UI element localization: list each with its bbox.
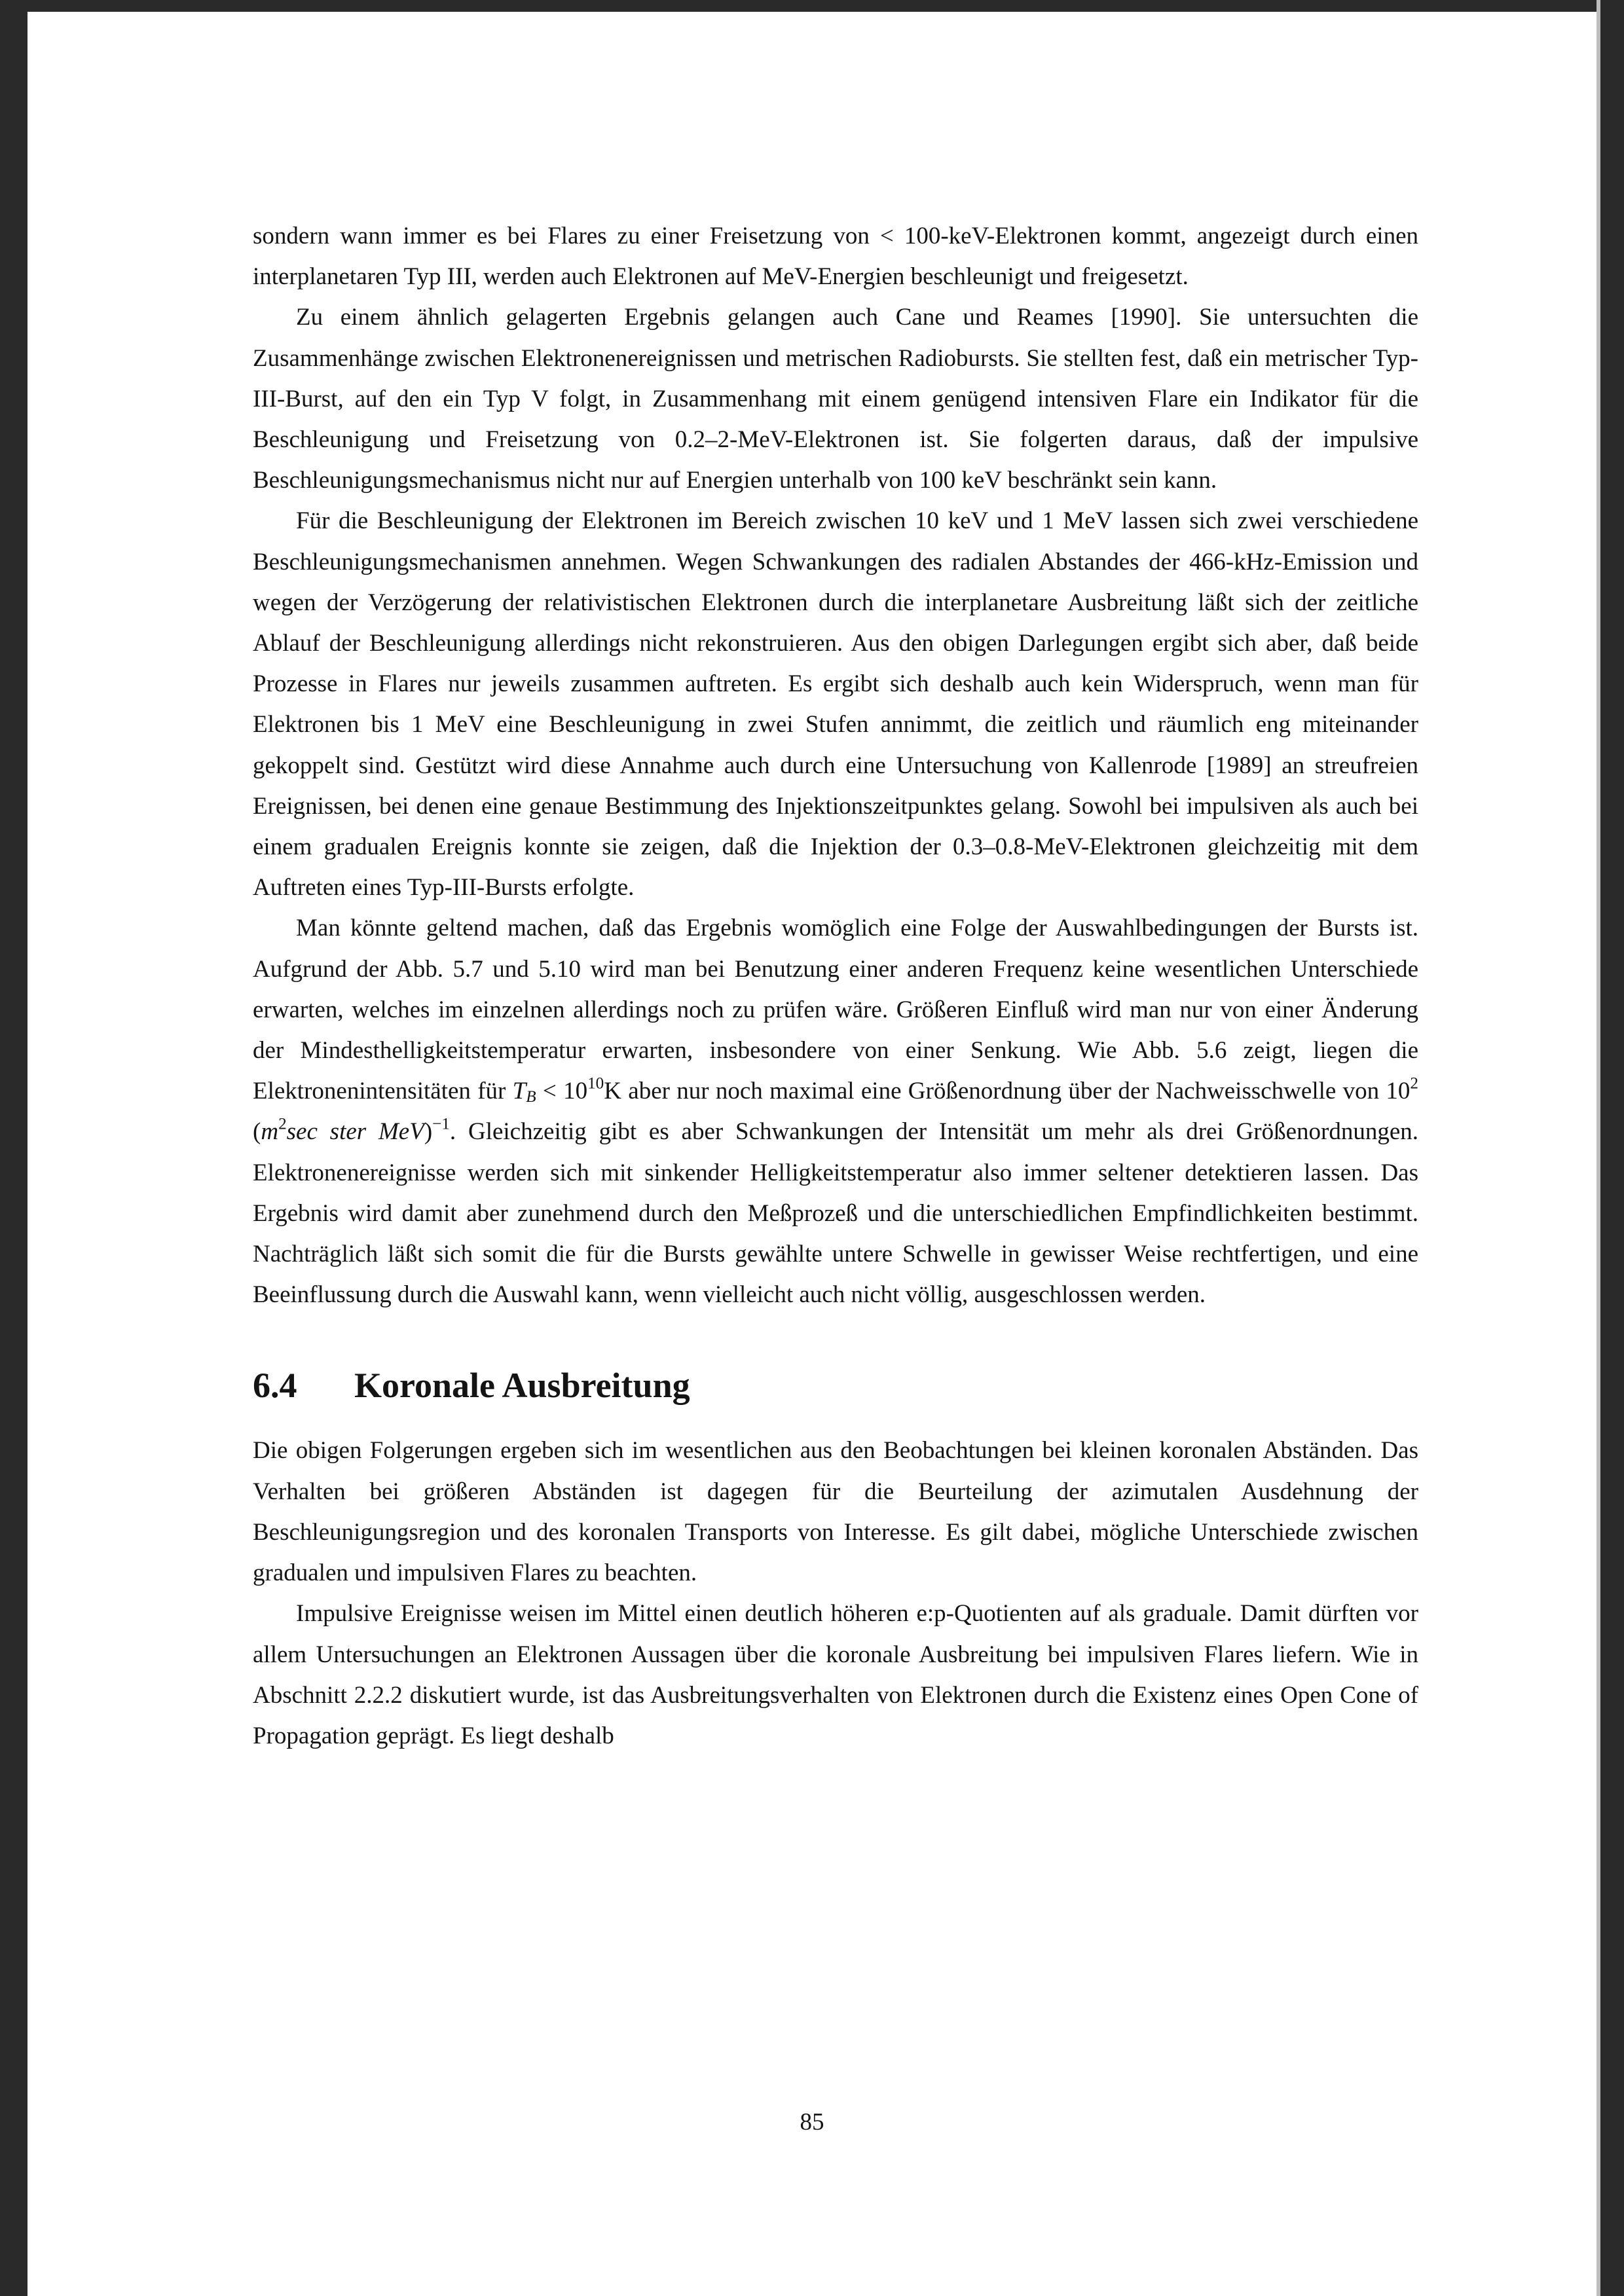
scan-border-top: [0, 0, 1624, 12]
unit-exponent: −1: [432, 1115, 450, 1133]
paragraph-continuation: sondern wann immer es bei Flares zu einer Freisetzung von < 100-keV-Elektronen kommt, angezeigt durch einen interplanetaren Typ III, werden auch Elektronen auf MeV-Energien beschleunigt und freigesetzt.: [253, 223, 1418, 291]
unit-m-exponent: 2: [278, 1115, 287, 1133]
section-number: 6.4: [253, 1366, 297, 1406]
page-number: 85: [800, 2109, 824, 2136]
unit-m: m: [261, 1118, 279, 1146]
p4-part3: K aber nur noch maximal eine Größenordnung über der Nachweisschwelle von 10: [604, 1078, 1411, 1105]
p4-part2: < 10: [536, 1078, 588, 1105]
p4-part4: . Gleichzeitig gibt es aber Schwankungen der Intensität um mehr als drei Größenordnungen. Elektronenereignisse werden sich mit sinkender Helligkeitstemperatur also immer seltener detektieren lassen. Das Ergebnis wird damit aber zunehmend durch den Meßprozeß und die unterschiedlichen Empfindlichkeiten bestimmt. Nachträglich läßt sich somit die für die Bursts gewählte untere Schwelle in gewisser Weise rechtfertigen, und eine Beeinflussung durch die Auswahl kann, wenn vielleicht auch nicht völlig, ausgeschlossen werden.: [253, 1118, 1418, 1309]
paragraph-impulsive-events: Impulsive Ereignisse weisen im Mittel einen deutlich höheren e:p-Quotienten auf als graduale. Damit dürften vor allem Untersuchungen an Elektronen Aussagen über die koronale Ausbreitung bei impulsiven Flares liefern. Wie in Abschnitt 2.2.2 diskutiert wurde, ist das Ausbreitungsverhalten von Elektronen durch die Existenz eines Open Cone of Propagation geprägt. Es liegt deshalb: [253, 1600, 1418, 1749]
unit-open: (: [253, 1118, 261, 1146]
symbol-b-subscript: B: [526, 1088, 536, 1106]
scan-border-right: [1600, 0, 1624, 2296]
unit-rest: sec ster MeV: [286, 1118, 424, 1146]
paragraph-acceleration-mechanisms: Für die Beschleunigung der Elektronen im Bereich zwischen 10 keV und 1 MeV lassen sich zwei verschiedene Beschleunigungsmechanismen annehmen. Wegen Schwankungen des radialen Abstandes der 466-kHz-Emission und wegen der Verzögerung der relativistischen Elektronen durch die interplanetare Ausbreitung läßt sich der zeitliche Ablauf der Beschleunigung allerdings nicht rekonstruieren. Aus den obigen Darlegungen ergibt sich aber, daß beide Prozesse in Flares nur jeweils zusammen auftreten. Es ergibt sich deshalb auch kein Widerspruch, wenn man für Elektronen bis 1 MeV eine Beschleunigung in zwei Stufen annimmt, die zeitlich und räumlich eng miteinander gekoppelt sind. Gestützt wird diese Annahme auch durch eine Untersuchung von Kallenrode [1989] an streufreien Ereignissen, bei denen eine genaue Bestimmung des Injektionszeitpunktes gelang. Sowohl bei impulsiven als auch bei einem gradualen Ereignis konnte sie zeigen, daß die Injektion der 0.3–0.8-MeV-Elektronen gleichzeitig mit dem Auftreten eines Typ-III-Bursts erfolgte.: [253, 507, 1418, 902]
symbol-t: T: [512, 1078, 526, 1105]
paragraph-section-intro: Die obigen Folgerungen ergeben sich im wesentlichen aus den Beobachtungen bei kleinen koronalen Abständen. Das Verhalten bei größeren Abständen ist dagegen für die Beurteilung der azimutalen Ausdehnung der Beschleunigungsregion und des koronalen Transports von Interesse. Es gilt dabei, mögliche Unterschiede zwischen gradualen und impulsiven Flares zu beachten.: [253, 1437, 1418, 1587]
paragraph-cane-reames: Zu einem ähnlich gelagerten Ergebnis gelangen auch Cane und Reames [1990]. Sie untersuchten die Zusammenhänge zwischen Elektronenereignissen und metrischen Radiobursts. Sie stellten fest, daß ein metrischer Typ-III-Burst, auf den ein Typ V folgt, in Zusammenhang mit einem genügend intensiven Flare ein Indikator für die Beschleunigung und Freisetzung von 0.2–2-MeV-Elektronen ist. Sie folgerten daraus, daß der impulsive Beschleunigungsmechanismus nicht nur auf Energien unterhalb von 100 keV beschränkt sein kann.: [253, 304, 1418, 494]
paragraph-selection-conditions: [253, 908, 1418, 1315]
scan-border-left: [0, 0, 28, 2296]
section-title: Koronale Ausbreitung: [354, 1366, 690, 1406]
page-body: [253, 216, 1418, 1757]
exponent-2: 2: [1410, 1074, 1418, 1093]
p4-part1: Man könnte geltend machen, daß das Ergebnis womöglich eine Folge der Auswahlbedingungen der Bursts ist. Aufgrund der Abb. 5.7 und 5.10 wird man bei Benutzung einer anderen Frequenz keine wesentlichen Unterschiede erwarten, welches im einzelnen allerdings noch zu prüfen wäre. Größeren Einfluß wird man nur von einer Änderung der Mindesthelligkeitstemperatur erwarten, insbesondere von einer Senkung. Wie Abb. 5.6 zeigt, liegen die Elektronenintensitäten für: [253, 915, 1418, 1105]
exponent-10: 10: [587, 1074, 604, 1093]
section-heading: [253, 1362, 1418, 1408]
unit-close: ): [424, 1118, 433, 1146]
